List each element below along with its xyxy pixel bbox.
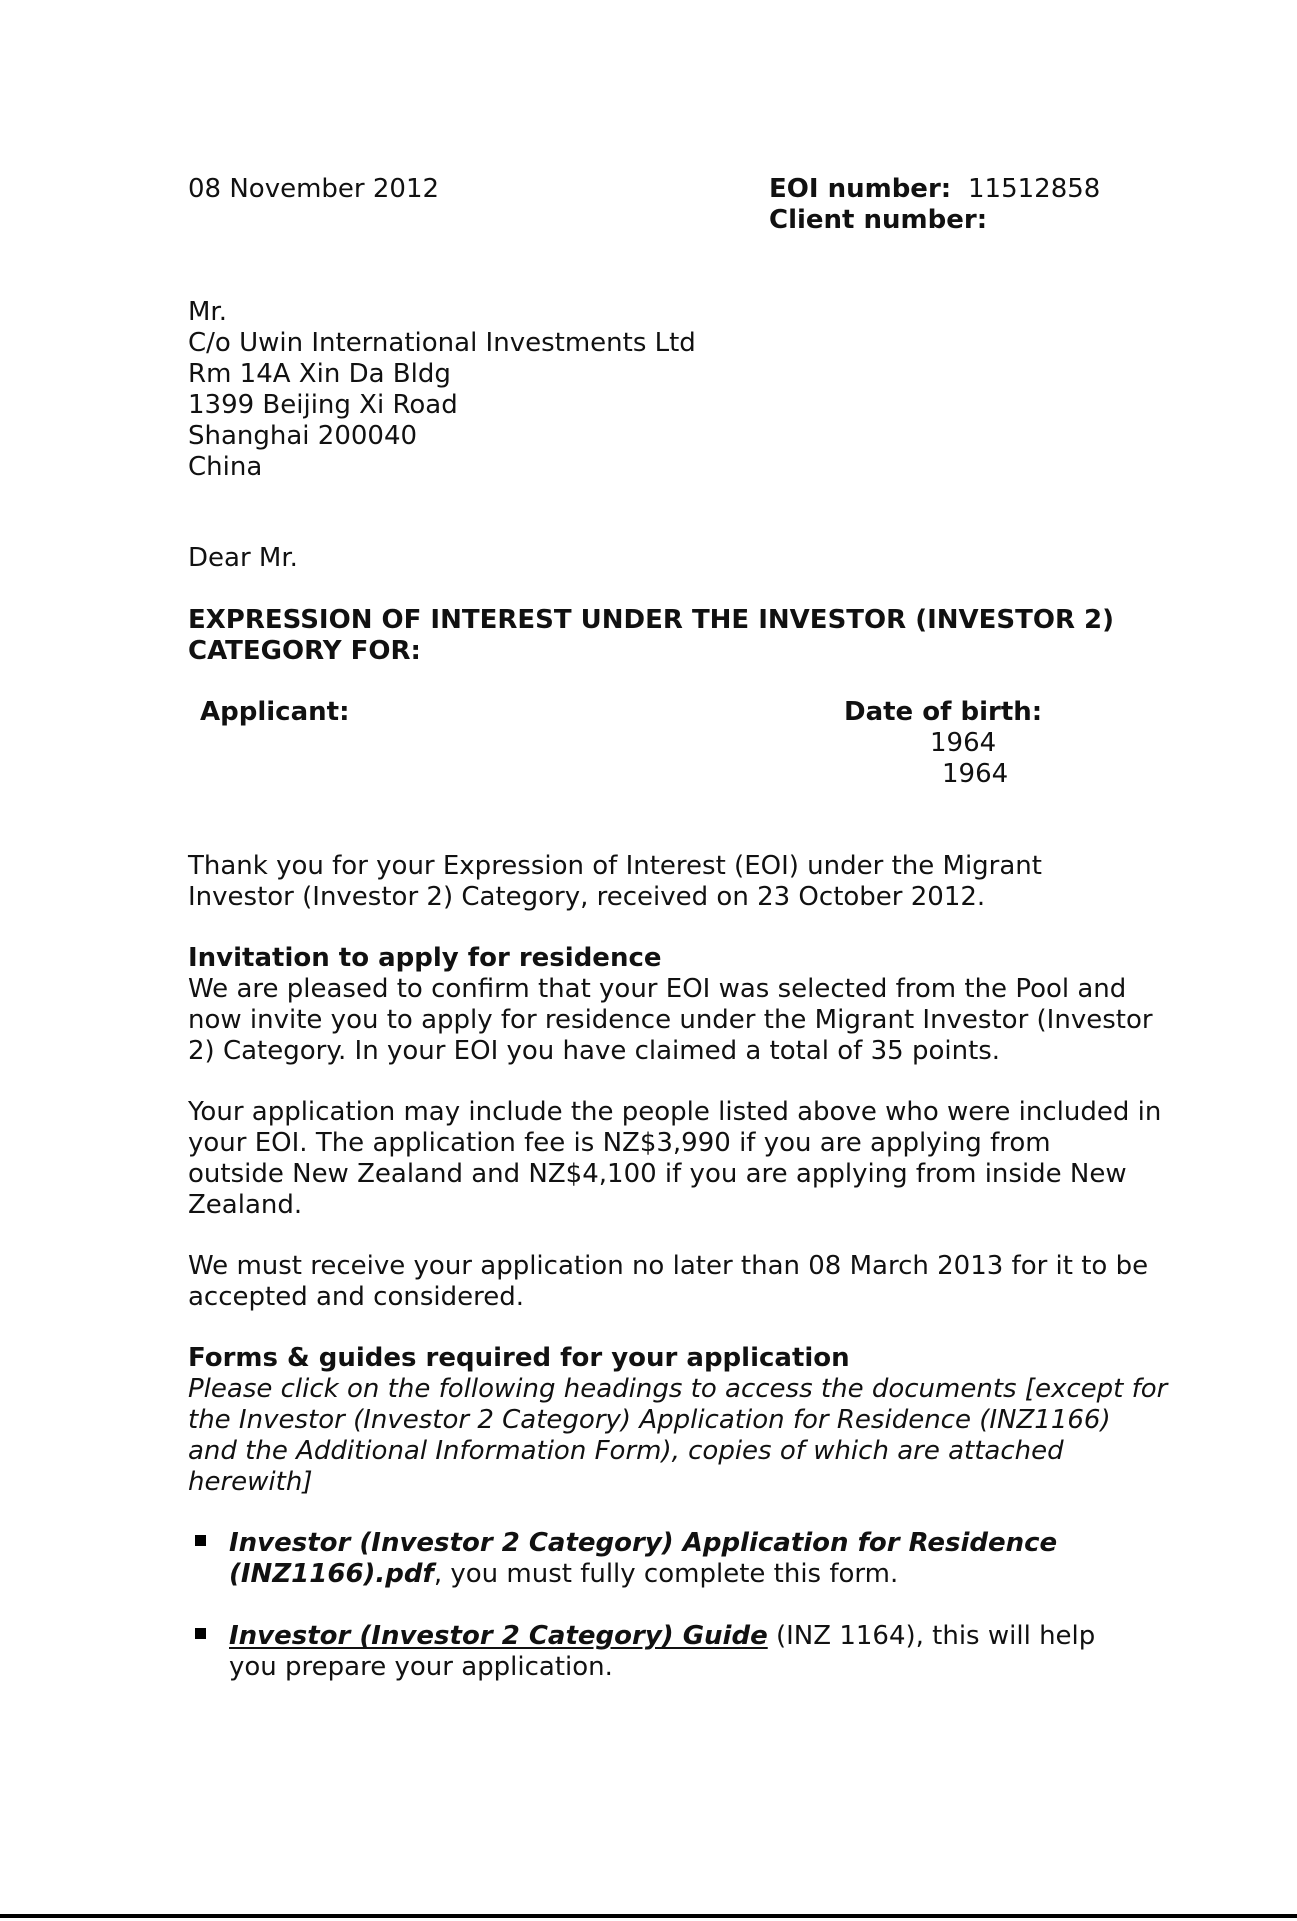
dob-label: Date of birth: [844, 697, 1043, 727]
investor-guide-link[interactable]: Investor (Investor 2 Category) Guide [229, 1621, 768, 1651]
bullet-text: (INZ 1164), this will help [767, 1621, 1096, 1651]
salutation: Dear Mr. [188, 543, 298, 573]
invitation-heading: Invitation to apply for residence [188, 943, 662, 973]
forms-heading: Forms & guides required for your application [188, 1343, 850, 1373]
address-line: Shanghai 200040 [188, 421, 418, 451]
address-line: C/o Uwin International Investments Ltd [188, 328, 696, 358]
eoi-number-label: EOI number: [769, 174, 952, 204]
eoi-number-value: 11512858 [968, 174, 1101, 204]
paragraph-line: now invite you to apply for residence under the Migrant Investor (Investor [188, 1005, 1153, 1035]
paragraph-line: Your application may include the people listed above who were included in [188, 1097, 1162, 1127]
letter-date: 08 November 2012 [188, 174, 440, 204]
intro-paragraph [188, 851, 1148, 913]
applicant-label: Applicant: [200, 697, 350, 727]
paragraph-line: Investor (Investor 2) Category, received on 23 October 2012. [188, 882, 986, 912]
address-line: 1399 Beijing Xi Road [188, 390, 458, 420]
paragraph-line: and the Additional Information Form), copies of which are attached [188, 1436, 1064, 1466]
subject-line: EXPRESSION OF INTEREST UNDER THE INVESTOR (INVESTOR 2) [188, 605, 1115, 635]
paragraph-line: your EOI. The application fee is NZ$3,990 if you are applying from [188, 1128, 1051, 1158]
dob-value: 1964 [930, 728, 997, 758]
bullet-text: you prepare your application. [229, 1652, 613, 1682]
paragraph-line: Thank you for your Expression of Interest (EOI) under the Migrant [188, 851, 1042, 881]
recipient-address [188, 297, 696, 483]
bullet-icon [195, 1628, 206, 1639]
fee-paragraph [188, 1097, 1162, 1221]
invitation-paragraph [188, 974, 1153, 1067]
paragraph-line: outside New Zealand and NZ$4,100 if you are applying from inside New [188, 1159, 1127, 1189]
application-form-link[interactable]: (INZ1166).pdf [229, 1559, 434, 1589]
bullet-icon [195, 1535, 206, 1546]
paragraph-line: 2) Category. In your EOI you have claimed a total of 35 points. [188, 1036, 1001, 1066]
bullet-item [229, 1528, 1057, 1590]
paragraph-line: accepted and considered. [188, 1282, 524, 1312]
bullet-text: , you must fully complete this form. [433, 1559, 899, 1589]
dob-value: 1964 [942, 759, 1009, 789]
paragraph-line: Please click on the following headings to access the documents [except for [188, 1374, 1168, 1404]
client-number-label: Client number: [769, 205, 988, 235]
deadline-paragraph [188, 1251, 1148, 1313]
paragraph-line: the Investor (Investor 2 Category) Application for Residence (INZ1166) [188, 1405, 1111, 1435]
page-bottom-rule [0, 1914, 1297, 1918]
paragraph-line: Zealand. [188, 1190, 303, 1220]
subject-line: CATEGORY FOR: [188, 636, 421, 666]
address-line: Rm 14A Xin Da Bldg [188, 359, 451, 389]
address-line: China [188, 452, 263, 482]
bullet-item [229, 1621, 1095, 1683]
paragraph-line: herewith] [188, 1467, 313, 1497]
address-line: Mr. [188, 297, 227, 327]
paragraph-line: We are pleased to confirm that your EOI was selected from the Pool and [188, 974, 1127, 1004]
forms-note [188, 1374, 1168, 1498]
subject-heading [188, 605, 1114, 667]
paragraph-line: We must receive your application no later than 08 March 2013 for it to be [188, 1251, 1149, 1281]
application-form-link[interactable]: Investor (Investor 2 Category) Application for Residence [229, 1528, 1058, 1558]
